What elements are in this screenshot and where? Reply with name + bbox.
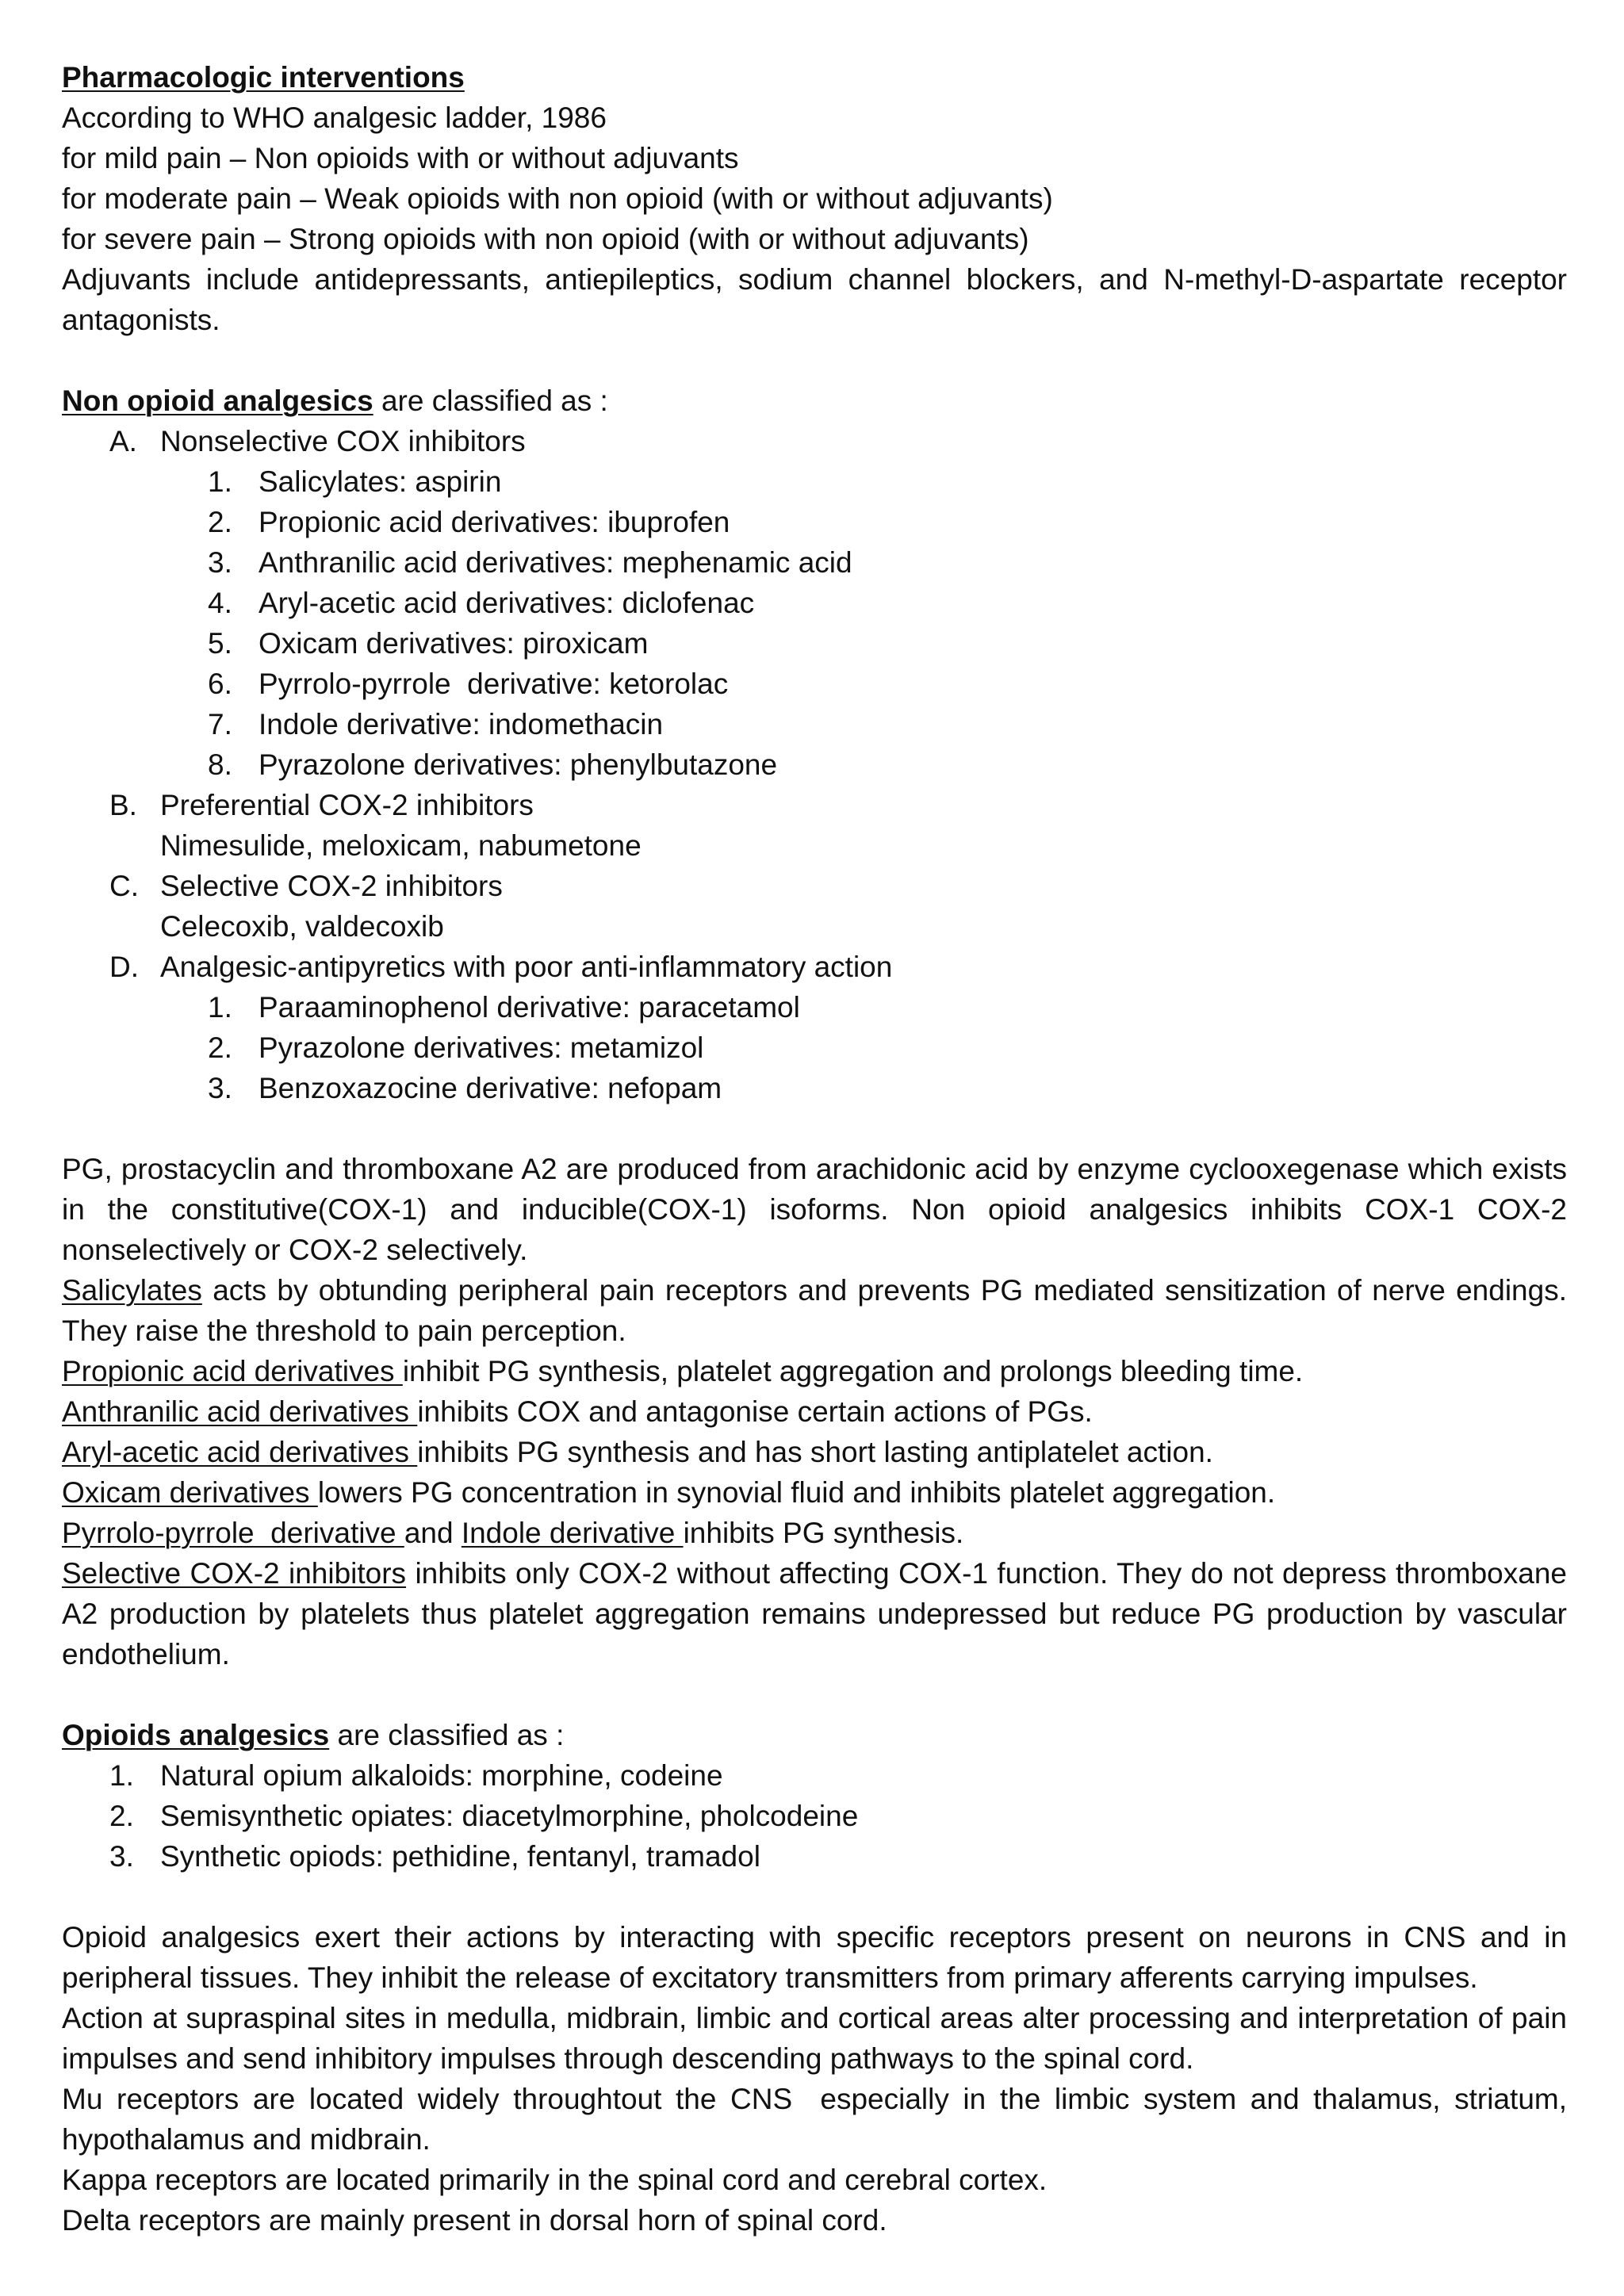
spacer [62,340,1567,381]
heading-tail: are classified as : [373,385,608,417]
list-item-text: Salicylates: aspirin [259,465,502,498]
list-marker: 2. [109,1800,134,1832]
list-marker: 1. [208,465,232,498]
term-description: inhibit PG synthesis, platelet aggregation and prolongs bleeding time. [402,1355,1304,1387]
section-title-opioid: Opioids analgesics [62,1719,330,1751]
list-item [62,623,1567,664]
text-line: According to WHO analgesic ladder, 1986 [62,101,607,134]
conjunction: and [404,1517,462,1549]
list-marker: C. [109,870,139,902]
opioid-action-paragraph: Opioid analgesics exert their actions by interacting with specific receptors present on neurons in CNS and in peripheral tissues. They inhibit the release of excitatory transmitters from primary afferents carrying impulses. [62,1921,1567,1994]
class-label: Analgesic-antipyretics with poor anti-inflammatory action [160,951,893,983]
opioid-heading-line [62,1715,1567,1755]
list-marker: 7. [208,708,232,740]
list-item [62,583,1567,623]
class-item [62,421,1567,461]
supraspinal-paragraph: Action at supraspinal sites in medulla, midbrain, limbic and cortical areas alter processing and interpretation of pain impulses and send inhibitory impulses through descending pathways to the spinal cord. [62,2002,1567,2075]
term-indole: Indole derivative [461,1517,684,1549]
term-anthranilic: Anthranilic acid derivatives [62,1395,418,1428]
list-marker: 5. [208,627,232,660]
list-item-text: Pyrrolo-pyrrole derivative: ketorolac [259,668,729,700]
list-item-text: Pyrazolone derivatives: metamizol [259,1031,704,1064]
pyrrolo-indole-paragraph [62,1513,1567,1553]
mechanism-intro-paragraph: PG, prostacyclin and thromboxane A2 are produced from arachidonic acid by enzyme cyclooxegenase which exists in the constitutive(COX-1) and inducible(COX-1) isoforms. Non opioid analgesics inhibits COX-1 COX-2 nonselectively or COX-2 selectively. [62,1153,1567,1266]
selective-cox2-paragraph [62,1553,1567,1674]
term-description: acts by obtunding peripheral pain receptors and prevents PG mediated sensitization of nerve endings. They raise the threshold to pain perception. [62,1274,1567,1347]
class-item [62,785,1567,825]
list-item [62,1068,1567,1108]
term-description: inhibits PG synthesis. [683,1517,964,1549]
text-line: for severe pain – Strong opioids with non opioid (with or without adjuvants) [62,223,1029,255]
spacer [62,1108,1567,1149]
list-item [62,1836,1567,1877]
list-item-text: Natural opium alkaloids: morphine, codeine [160,1759,723,1792]
term-arylacetic: Aryl-acetic acid derivatives [62,1436,418,1468]
text-line: for moderate pain – Weak opioids with non opioid (with or without adjuvants) [62,182,1053,215]
term-description: lowers PG concentration in synovial fluid and inhibits platelet aggregation. [317,1476,1276,1509]
term-salicylates: Salicylates [62,1274,202,1307]
salicylates-paragraph [62,1270,1567,1351]
list-marker: 6. [208,668,232,700]
spacer [62,1674,1567,1715]
term-description: inhibits only COX-2 without affecting COX-1 function. They do not depress thromboxane A2 production by platelets thus platelet aggregation remains undepressed but reduce PG production by vascular endothelium. [62,1557,1567,1670]
list-marker: D. [109,951,139,983]
list-marker: 8. [208,748,232,781]
list-item [62,502,1567,542]
arylacetic-paragraph [62,1432,1567,1472]
list-marker: 4. [208,587,232,619]
document-page [62,57,1576,2241]
anthranilic-paragraph [62,1391,1567,1432]
list-marker: 3. [109,1840,134,1873]
list-marker: 3. [208,1072,232,1104]
kappa-receptors-paragraph: Kappa receptors are located primarily in the spinal cord and cerebral cortex. [62,2164,1048,2196]
term-selective-cox2: Selective COX-2 inhibitors [62,1557,407,1590]
list-item-text: Propionic acid derivatives: ibuprofen [259,506,730,538]
propionic-paragraph [62,1351,1567,1391]
list-item-text: Semisynthetic opiates: diacetylmorphine, pholcodeine [160,1800,859,1832]
list-item-text: Paraaminophenol derivative: paracetamol [259,991,800,1024]
term-description: inhibits COX and antagonise certain actions of PGs. [417,1395,1093,1428]
class-item [62,947,1567,987]
list-item-text: Anthranilic acid derivatives: mephenamic acid [259,546,852,579]
adjuvants-paragraph: Adjuvants include antidepressants, antiepileptics, sodium channel blockers, and N-methyl-D-aspartate receptor antagonists. [62,263,1567,336]
class-label: Selective COX-2 inhibitors [160,870,503,902]
term-oxicam: Oxicam derivatives [62,1476,318,1509]
list-item [62,1796,1567,1836]
class-examples: Celecoxib, valdecoxib [160,910,444,943]
class-examples: Nimesulide, meloxicam, nabumetone [160,829,642,862]
term-description: inhibits PG synthesis and has short lasting antiplatelet action. [417,1436,1213,1468]
class-label: Preferential COX-2 inhibitors [160,789,534,821]
section-title-pharmacologic: Pharmacologic interventions [62,61,465,94]
list-item-text: Pyrazolone derivatives: phenylbutazone [259,748,778,781]
oxicam-paragraph [62,1472,1567,1513]
list-marker: A. [109,425,137,457]
list-item [62,744,1567,785]
spacer [62,1877,1567,1917]
nonopioid-heading-line [62,381,1567,421]
list-marker: 2. [208,1031,232,1064]
section-title-nonopioid: Non opioid analgesics [62,385,373,417]
mu-receptors-paragraph: Mu receptors are located widely throughtout the CNS especially in the limbic system and thalamus, striatum, hypothalamus and midbrain. [62,2083,1576,2156]
delta-receptors-paragraph: Delta receptors are mainly present in dorsal horn of spinal cord. [62,2204,887,2237]
class-label: Nonselective COX inhibitors [160,425,526,457]
text-line: for mild pain – Non opioids with or without adjuvants [62,142,739,174]
heading-tail: are classified as : [329,1719,565,1751]
list-marker: 1. [109,1759,134,1792]
list-item-text: Indole derivative: indomethacin [259,708,664,740]
term-pyrrolo: Pyrrolo-pyrrole derivative [62,1517,404,1549]
term-propionic: Propionic acid derivatives [62,1355,403,1387]
list-marker: B. [109,789,137,821]
list-marker: 3. [208,546,232,579]
list-item [62,1027,1567,1068]
list-item [62,1755,1567,1796]
list-item [62,542,1567,583]
list-item-text: Oxicam derivatives: piroxicam [259,627,649,660]
class-item [62,866,1567,906]
list-item-text: Benzoxazocine derivative: nefopam [259,1072,722,1104]
list-item [62,461,1567,502]
list-marker: 1. [208,991,232,1024]
list-item [62,987,1567,1027]
list-item [62,704,1567,744]
list-item-text: Aryl-acetic acid derivatives: diclofenac [259,587,755,619]
list-item [62,664,1567,704]
list-marker: 2. [208,506,232,538]
list-item-text: Synthetic opiods: pethidine, fentanyl, tramadol [160,1840,760,1873]
